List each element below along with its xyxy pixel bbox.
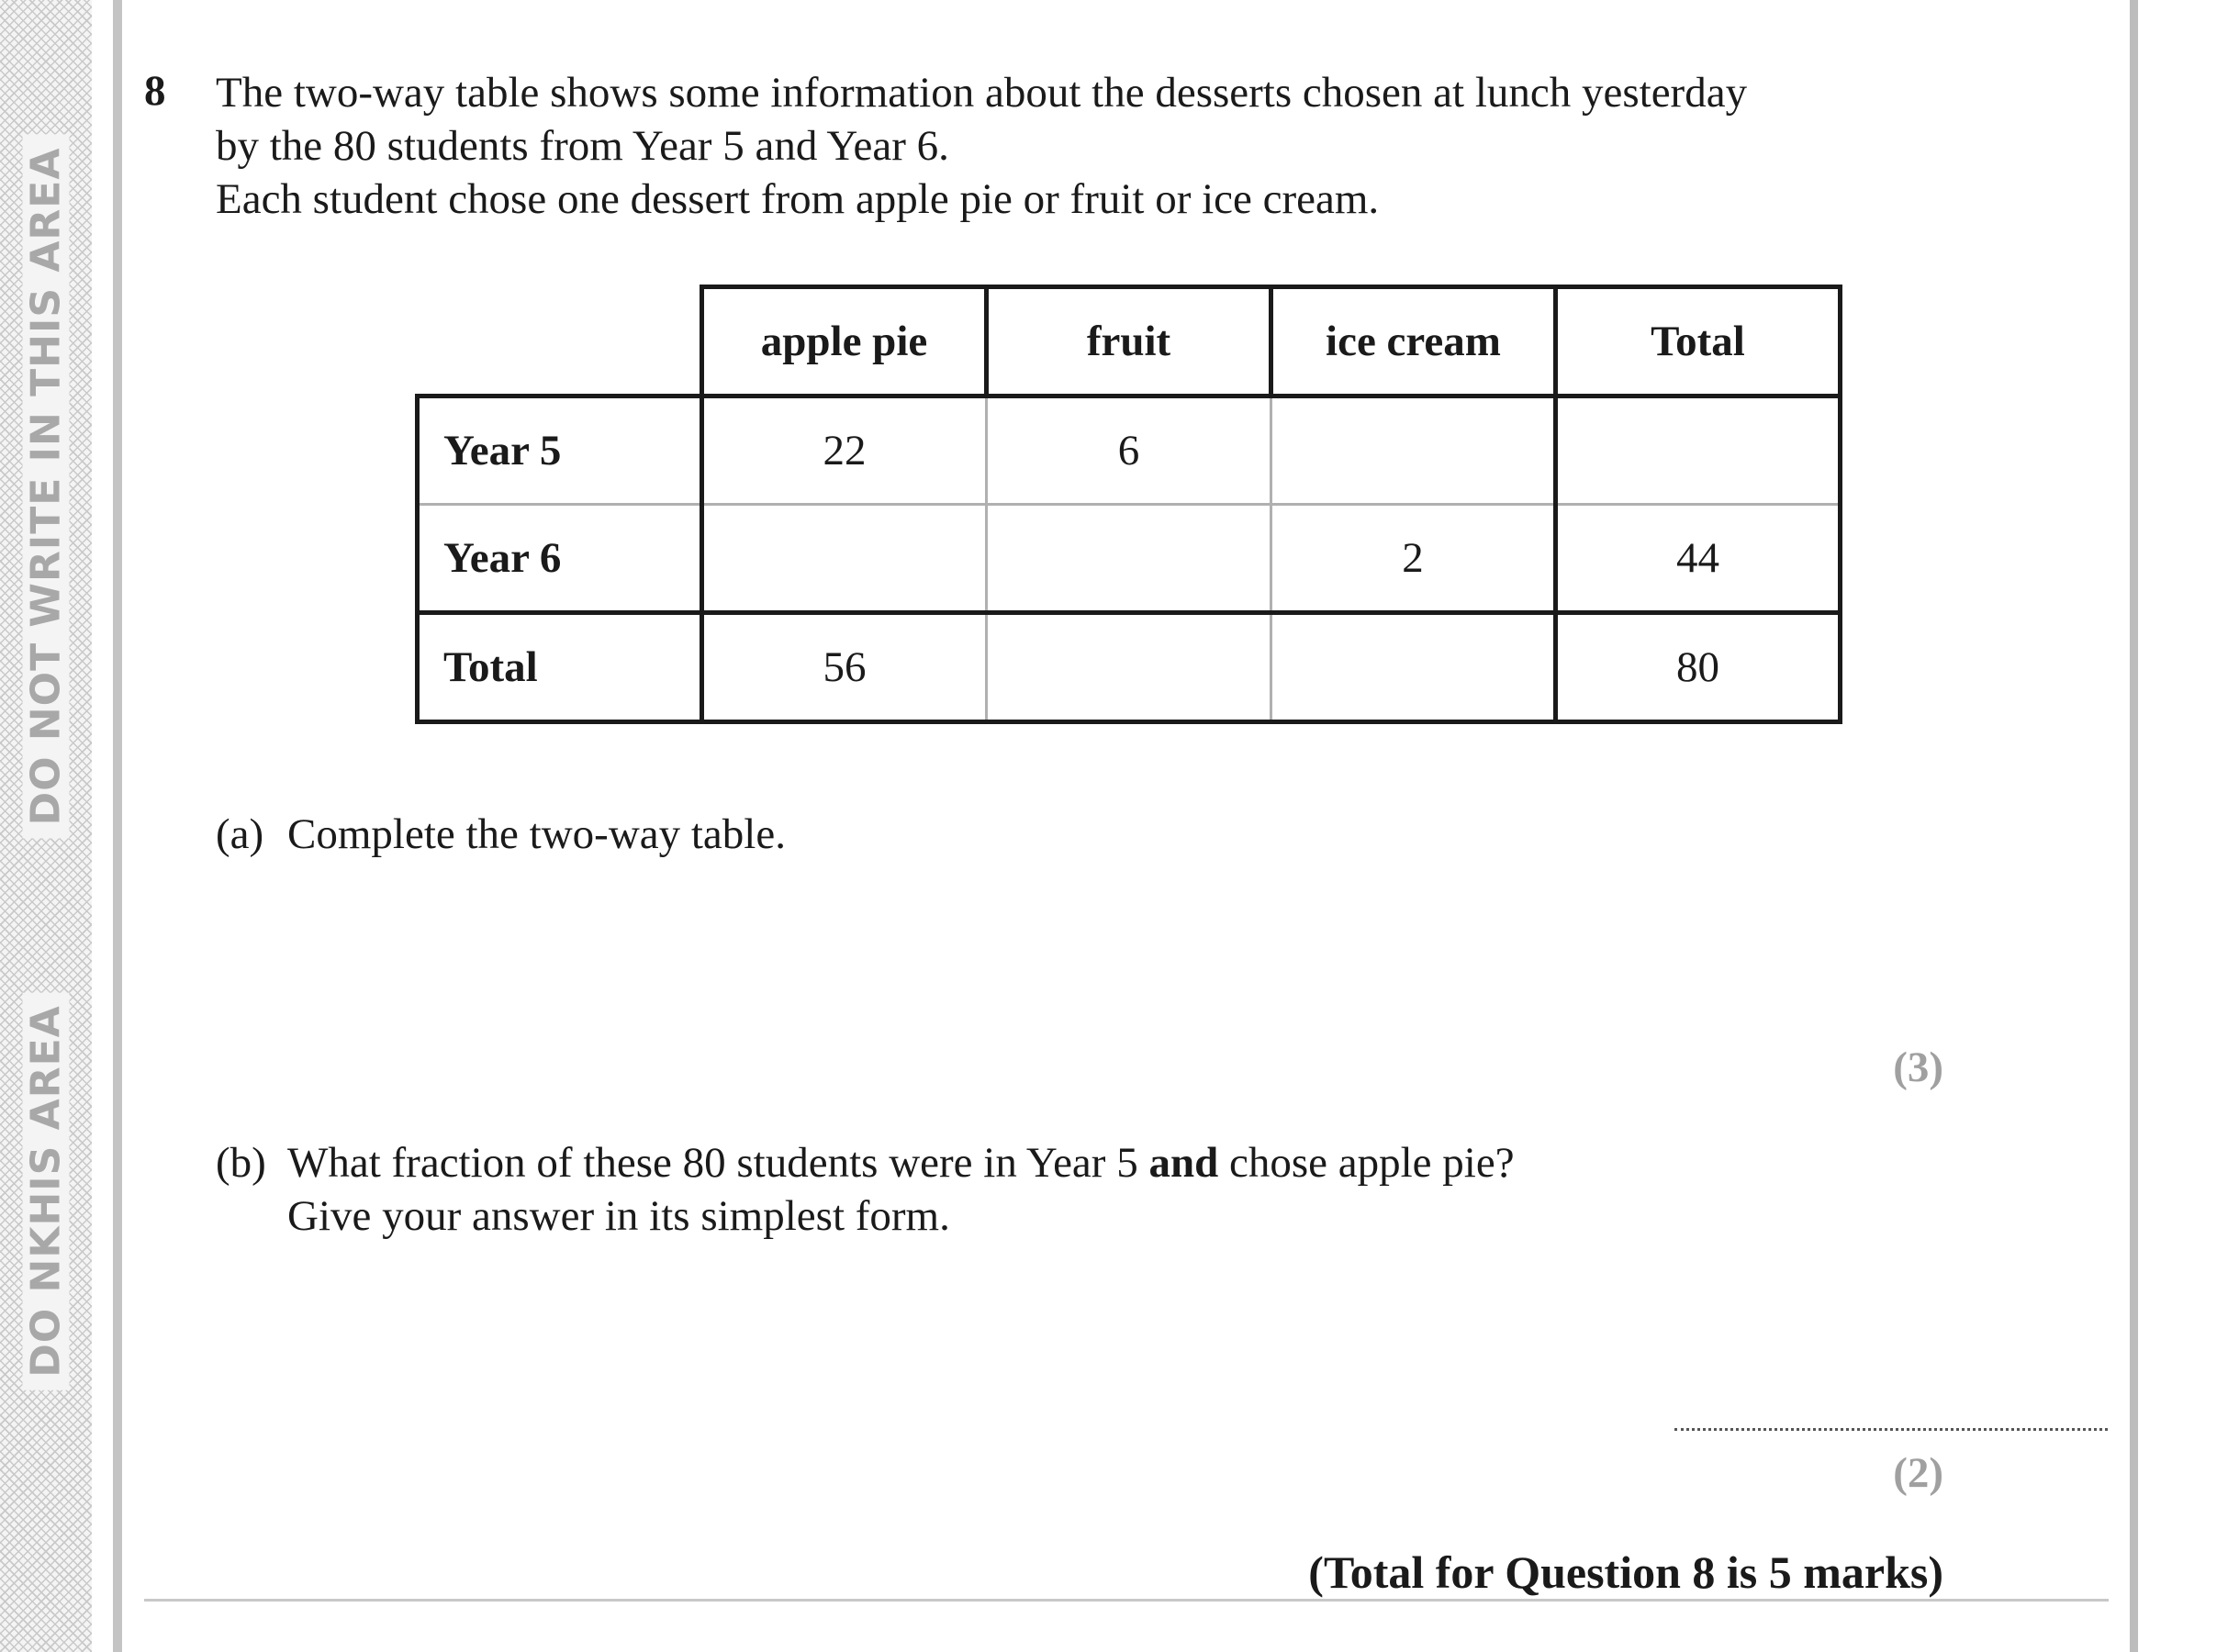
two-way-table [415,285,1842,724]
intro-line-3: Each student chose one dessert from apple pie or fruit or ice cream. [216,175,1380,223]
part-b-line-2: Give your answer in its simplest form. [287,1192,950,1240]
question-intro [216,66,1747,226]
cell-year6-total[interactable]: 44 [1556,505,1841,613]
question-number: 8 [144,67,166,115]
cell-total-apple-pie[interactable]: 56 [702,613,987,722]
part-b-emphasis: and [1148,1139,1219,1187]
cell-year5-ice-cream[interactable] [1271,396,1556,505]
cell-total-ice-cream[interactable] [1271,613,1556,722]
table-corner [418,287,702,396]
column-header-fruit: fruit [987,287,1271,396]
cell-year5-apple-pie[interactable]: 22 [702,396,987,505]
part-b-marks: (2) [1893,1449,1943,1497]
cell-year5-total[interactable] [1556,396,1841,505]
table-row-total [418,613,1841,722]
table-header-row [418,287,1841,396]
cell-grand-total[interactable]: 80 [1556,613,1841,722]
cell-total-fruit[interactable] [987,613,1271,722]
row-header-year-6: Year 6 [418,505,702,613]
cell-year6-ice-cream[interactable]: 2 [1271,505,1556,613]
part-b-line-1 [287,1136,1515,1189]
part-a-marks: (3) [1893,1044,1943,1091]
left-page-border [113,0,122,1652]
margin-warning-upper: DO NOT WRITE IN THIS AREA [23,135,70,839]
part-b-label: (b) [216,1139,266,1187]
answer-line[interactable] [1674,1428,2108,1431]
right-page-border [2130,0,2138,1652]
do-not-write-margin [0,0,92,1652]
intro-line-2: by the 80 students from Year 5 and Year 6. [216,122,949,170]
row-header-total: Total [418,613,702,722]
part-a-label: (a) [216,810,264,858]
column-header-apple-pie: apple pie [702,287,987,396]
cell-year6-fruit[interactable] [987,505,1271,613]
part-b-text-before: What fraction of these 80 students were in Year 5 [287,1139,1149,1187]
part-b-question [287,1136,1515,1243]
column-header-total: Total [1556,287,1841,396]
cell-year5-fruit[interactable]: 6 [987,396,1271,505]
row-header-year-5: Year 5 [418,396,702,505]
table-row-year-5 [418,396,1841,505]
table-row-year-6 [418,505,1841,613]
part-a-question: Complete the two-way table. [287,810,786,858]
part-b-text-after: chose apple pie? [1218,1139,1515,1187]
intro-line-1: The two-way table shows some information about the desserts chosen at lunch yesterday [216,69,1748,117]
column-header-ice-cream: ice cream [1271,287,1556,396]
question-total-marks: (Total for Question 8 is 5 marks) [1308,1546,1943,1598]
question-end-rule [144,1599,2109,1602]
margin-warning-lower: DO NKHIS AREA [23,992,70,1390]
cell-year6-apple-pie[interactable] [702,505,987,613]
